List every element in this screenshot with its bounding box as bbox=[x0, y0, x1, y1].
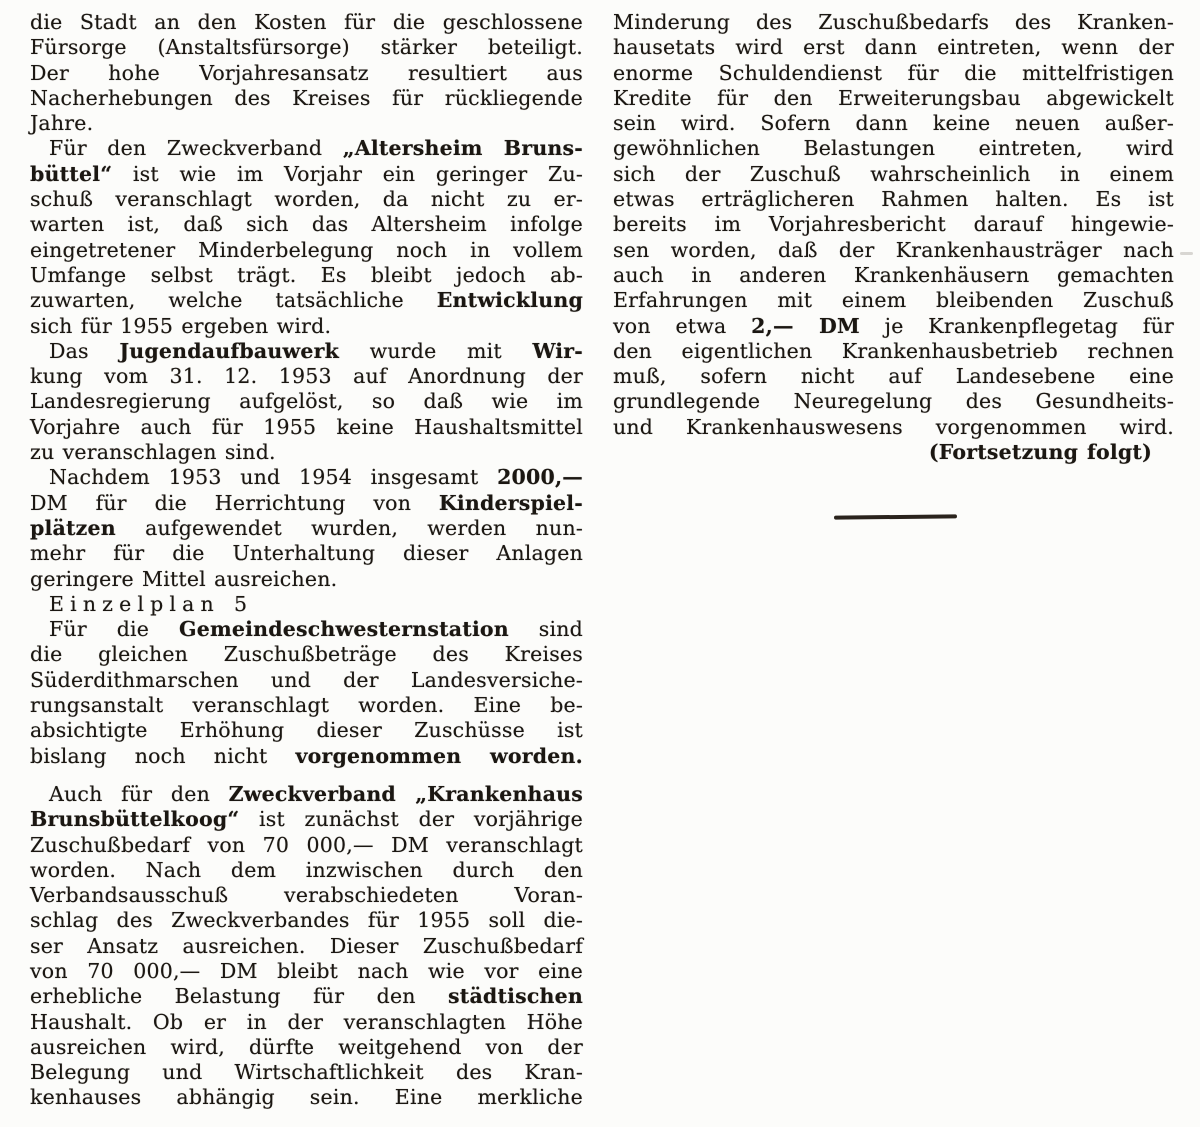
text-line bbox=[30, 35, 583, 60]
text-line bbox=[30, 61, 583, 86]
body-text: Süderdithmarschen und der Landesversiche- bbox=[30, 667, 583, 692]
bold-text: Gemeindeschwesternstation bbox=[179, 617, 509, 642]
body-text: DM für die Herrichtung von bbox=[30, 490, 439, 515]
body-text: hausetats wird erst dann eintreten, wenn der bbox=[613, 35, 1174, 60]
body-text: wurde mit bbox=[339, 338, 533, 363]
text-line bbox=[30, 567, 583, 592]
text-line bbox=[613, 136, 1174, 161]
text-line bbox=[30, 617, 583, 642]
body-text: Landesregierung aufgelöst, so daß wie im bbox=[30, 389, 583, 414]
text-line bbox=[30, 491, 583, 516]
body-text: Nachdem 1953 und 1954 insgesamt bbox=[49, 465, 498, 490]
body-text: bereits im Vorjahresbericht darauf hingewie- bbox=[613, 212, 1174, 237]
text-line bbox=[613, 111, 1174, 136]
body-text: Erfahrungen mit einem bleibenden Zuschuß bbox=[613, 288, 1174, 313]
bold-text: 2,— DM bbox=[751, 313, 860, 338]
body-text: Kredite für den Erweiterungsbau abgewickelt bbox=[613, 85, 1174, 110]
text-line bbox=[613, 263, 1174, 288]
text-line bbox=[613, 35, 1174, 60]
text-line bbox=[30, 718, 583, 743]
text-line bbox=[30, 10, 583, 35]
bold-text: Jugendaufbauwerk bbox=[119, 338, 340, 363]
text-line bbox=[30, 592, 583, 617]
body-text: sich der Zuschuß wahrscheinlich in einem bbox=[613, 161, 1174, 186]
body-text: sein wird. Sofern dann keine neuen außer- bbox=[613, 111, 1174, 136]
body-text: Auch für den bbox=[49, 781, 229, 806]
left-text-column bbox=[30, 0, 583, 1111]
body-text: enorme Schuldendienst für die mittelfristigen bbox=[613, 60, 1174, 85]
text-line bbox=[30, 833, 583, 858]
body-text: aufgewendet wurden, werden nun- bbox=[115, 515, 583, 540]
text-line bbox=[30, 668, 583, 693]
body-text: mehr für die Unterhaltung dieser Anlagen bbox=[30, 541, 583, 566]
body-text: warten ist, daß sich das Altersheim infolge bbox=[30, 212, 583, 237]
right-text-column bbox=[613, 0, 1174, 465]
text-line bbox=[30, 212, 583, 237]
body-text: sind bbox=[508, 617, 584, 642]
text-line bbox=[30, 339, 583, 364]
bold-text: Wir- bbox=[532, 338, 583, 363]
bold-text: Kinderspiel- bbox=[438, 490, 583, 515]
body-text: erhebliche Belastung für den bbox=[30, 984, 449, 1009]
text-line bbox=[30, 187, 583, 212]
body-text: Das bbox=[49, 338, 120, 363]
text-line bbox=[613, 61, 1174, 86]
bold-text: (Fortsetzung folgt) bbox=[928, 440, 1152, 465]
text-line bbox=[30, 162, 583, 187]
bold-text: vorgenommen worden. bbox=[295, 743, 583, 768]
body-text: muß, sofern nicht auf Landesebene eine bbox=[613, 364, 1174, 389]
text-line bbox=[613, 10, 1174, 35]
bold-text: Entwicklung bbox=[436, 288, 583, 313]
scan-artifact bbox=[1180, 252, 1193, 255]
body-text: ist wie im Vorjahr ein geringer Zu- bbox=[112, 161, 583, 186]
text-line bbox=[30, 314, 583, 339]
text-line bbox=[613, 415, 1174, 440]
text-line bbox=[30, 364, 583, 389]
text-line bbox=[30, 807, 583, 832]
text-line bbox=[30, 693, 583, 718]
text-line bbox=[30, 415, 583, 440]
body-text: die Stadt an den Kosten für die geschlossene bbox=[30, 10, 583, 34]
body-text: kung vom 31. 12. 1953 auf Anordnung der bbox=[30, 364, 583, 389]
body-text: Für die bbox=[49, 617, 180, 642]
text-line bbox=[30, 288, 583, 313]
text-line bbox=[613, 389, 1174, 414]
bold-text: Zweckverband „Krankenhaus bbox=[228, 781, 583, 806]
body-text: zu veranschlagen sind. bbox=[30, 440, 276, 465]
body-text: Fürsorge (Anstaltsfürsorge) stärker beteiligt. bbox=[30, 35, 583, 60]
body-text: ausreichen wird, dürfte weitgehend von der bbox=[30, 1034, 583, 1059]
text-line bbox=[613, 339, 1174, 364]
body-text: Der hohe Vorjahresansatz resultiert aus bbox=[30, 60, 583, 85]
text-line bbox=[30, 263, 583, 288]
body-text: grundlegende Neuregelung des Gesundheits- bbox=[613, 389, 1174, 414]
text-line bbox=[613, 162, 1174, 187]
end-divider bbox=[834, 514, 957, 519]
body-text: absichtigte Erhöhung dieser Zuschüsse ist bbox=[30, 718, 583, 743]
text-line bbox=[30, 984, 583, 1009]
text-line bbox=[30, 389, 583, 414]
body-text: Einzelplan 5 bbox=[49, 591, 254, 616]
body-text: den eigentlichen Krankenhausbetrieb rechnen bbox=[613, 338, 1174, 363]
text-line bbox=[613, 288, 1174, 313]
text-line bbox=[30, 440, 583, 465]
body-text: gewöhnlichen Belastungen eintreten, wird bbox=[613, 136, 1174, 161]
bold-text: „Altersheim Bruns- bbox=[342, 136, 583, 161]
text-line bbox=[613, 187, 1174, 212]
body-text: rungsanstalt veranschlagt worden. Eine be- bbox=[30, 693, 583, 718]
body-text: ist zunächst der vorjährige bbox=[239, 807, 583, 832]
text-line bbox=[30, 1060, 583, 1085]
text-line bbox=[30, 541, 583, 566]
text-line bbox=[30, 782, 583, 807]
body-text: eingetretener Minderbelegung noch in vollem bbox=[30, 237, 583, 262]
text-line bbox=[613, 364, 1174, 389]
body-text: ser Ansatz ausreichen. Dieser Zuschußbedarf bbox=[30, 933, 583, 958]
bold-text: plätzen bbox=[30, 515, 116, 540]
text-line bbox=[613, 212, 1174, 237]
body-text: sich für 1955 ergeben wird. bbox=[30, 313, 332, 338]
text-line bbox=[613, 440, 1174, 465]
text-line bbox=[30, 908, 583, 933]
body-text: Umfange selbst trägt. Es bleibt jedoch ab- bbox=[30, 262, 583, 287]
text-line bbox=[613, 314, 1174, 339]
text-line bbox=[30, 858, 583, 883]
text-line bbox=[30, 959, 583, 984]
text-line bbox=[30, 516, 583, 541]
text-line bbox=[30, 238, 583, 263]
body-text: kenhauses abhängig sein. Eine merkliche bbox=[30, 1085, 583, 1110]
text-line bbox=[613, 238, 1174, 263]
body-text: Verbandsausschuß verabschiedeten Voran- bbox=[30, 883, 583, 908]
text-line bbox=[30, 1085, 583, 1110]
text-line bbox=[30, 883, 583, 908]
body-text: Minderung des Zuschußbedarfs des Kranken- bbox=[613, 10, 1174, 34]
bold-text: Brunsbüttelkoog“ bbox=[30, 807, 240, 832]
body-text: die gleichen Zuschußbeträge des Kreises bbox=[30, 642, 583, 667]
body-text: worden. Nach dem inzwischen durch den bbox=[30, 857, 583, 882]
body-text: Jahre. bbox=[30, 111, 94, 136]
body-text: Zuschußbedarf von 70 000,— DM veranschlagt bbox=[30, 832, 583, 857]
body-text: Vorjahre auch für 1955 keine Haushaltsmittel bbox=[30, 414, 583, 439]
body-text: etwas erträglicheren Rahmen halten. Es ist bbox=[613, 187, 1174, 212]
bold-text: 2000,— bbox=[497, 465, 583, 490]
body-text: sen worden, daß der Krankenhausträger nach bbox=[613, 237, 1174, 262]
body-text: von etwa bbox=[613, 313, 752, 338]
body-text: Haushalt. Ob er in der veranschlagten Höhe bbox=[30, 1009, 583, 1034]
text-line bbox=[30, 1035, 583, 1060]
body-text: von 70 000,— DM bleibt nach wie vor eine bbox=[30, 958, 583, 983]
body-text: Für den Zweckverband bbox=[49, 136, 343, 161]
body-text: schuß veranschlagt worden, da nicht zu er- bbox=[30, 187, 583, 212]
body-text: und Krankenhauswesens vorgenommen wird. bbox=[613, 414, 1174, 439]
text-line bbox=[30, 86, 583, 111]
body-text: schlag des Zweckverbandes für 1955 soll die- bbox=[30, 908, 583, 933]
body-text: geringere Mittel ausreichen. bbox=[30, 566, 338, 591]
text-line bbox=[30, 1010, 583, 1035]
text-line bbox=[30, 136, 583, 161]
body-text: Nacherhebungen des Kreises für rückliegende bbox=[30, 85, 583, 110]
bold-text: büttel“ bbox=[30, 161, 113, 186]
body-text: je Krankenpflegetag für bbox=[859, 313, 1174, 338]
body-text: auch in anderen Krankenhäusern gemachten bbox=[613, 262, 1174, 287]
text-line bbox=[613, 86, 1174, 111]
body-text: bislang noch nicht bbox=[30, 743, 296, 768]
text-line bbox=[30, 465, 583, 490]
bold-text: städtischen bbox=[448, 984, 583, 1009]
body-text: Belegung und Wirtschaftlichkeit des Kran- bbox=[30, 1060, 583, 1085]
text-line bbox=[30, 934, 583, 959]
text-line bbox=[30, 642, 583, 667]
text-line bbox=[30, 744, 583, 769]
text-line bbox=[30, 111, 583, 136]
body-text: zuwarten, welche tatsächliche bbox=[30, 288, 437, 313]
